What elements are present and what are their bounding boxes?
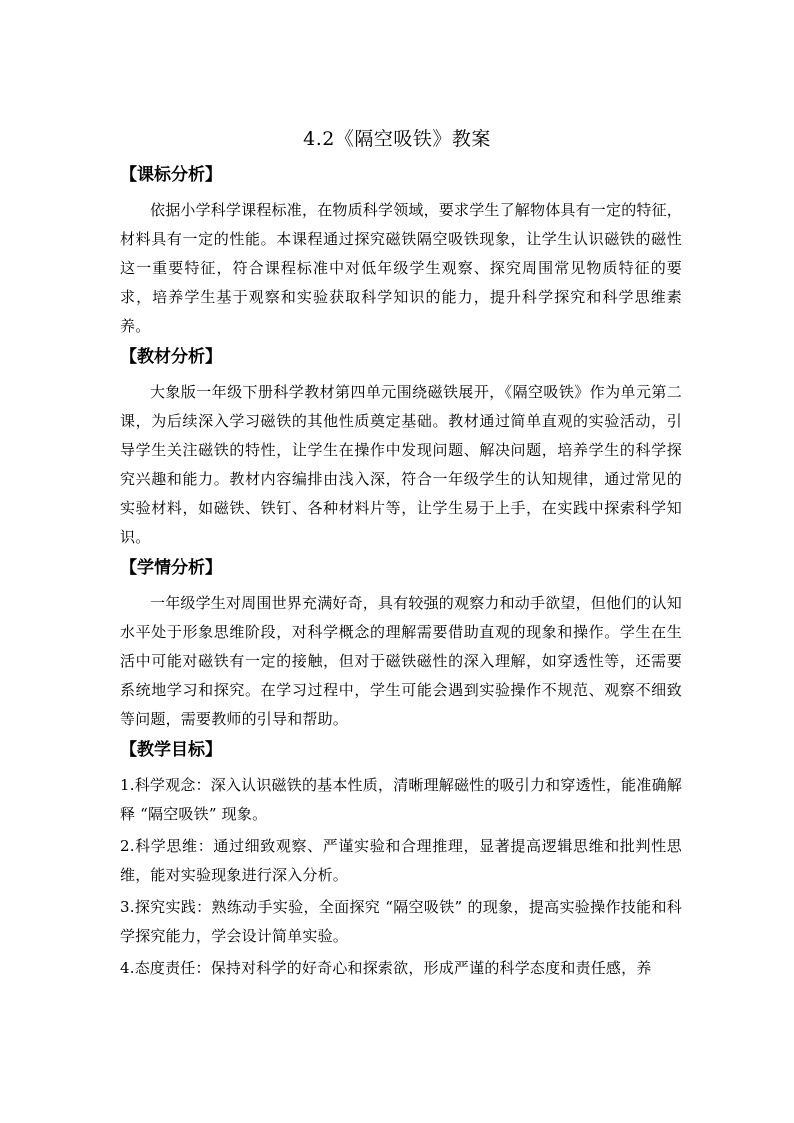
objective-item: 3.探究实践：熟练动手实验，全面探究 “隔空吸铁” 的现象，提高实验操作技能和科学探究能力，学会设计简单实验。 [120,898,682,945]
section-heading: 【教材分析】 [120,347,222,367]
section-learner-analysis [120,555,682,734]
document-body [120,162,682,986]
objective-item: 4.态度责任：保持对科学的好奇心和探索欲，形成严谨的科学态度和责任感，养 [120,959,652,977]
section-curriculum-analysis [120,162,682,341]
section-paragraph: 依据小学科学课程标准，在物质科学领域，要求学生了解物体具有一定的特征，材料具有一定的性能。本课程通过探究磁铁隔空吸铁现象，让学生认识磁铁的磁性这一重要特征，符合课程标准中对低年级学生观察、探究周围常见物质特征的要求，培养学生基于观察和实验获取科学知识的能力，提升科学探究和科学思维素养。 [120,201,683,335]
section-heading: 【学情分析】 [120,558,222,578]
section-paragraph: 一年级学生对周围世界充满好奇，具有较强的观察力和动手欲望，但他们的认知水平处于形象思维阶段，对科学概念的理解需要借助直观的现象和操作。学生在生活中可能对磁铁有一定的接触，但对于磁铁磁性的深入理解，如穿透性等，还需要系统地学习和探究。在学习过程中，学生可能会遇到实验操作不规范、观察不细致等问题，需要教师的引导和帮助。 [120,594,683,728]
document-title: 4.2《隔空吸铁》教案 [303,128,491,150]
section-teaching-objectives [120,737,682,983]
section-heading: 【课标分析】 [120,165,222,185]
objective-item: 1.科学观念：深入认识磁铁的基本性质，清晰理解磁性的吸引力和穿透性，能准确解释 “隔空吸铁” 现象。 [120,776,682,823]
section-textbook-analysis [120,344,682,552]
section-heading: 【教学目标】 [120,740,222,760]
section-paragraph: 大象版一年级下册科学教材第四单元围绕磁铁展开，《隔空吸铁》作为单元第二课，为后续深入学习磁铁的其他性质奠定基础。教材通过简单直观的实验活动，引导学生关注磁铁的特性，让学生在操作中发现问题、解决问题，培养学生的科学探究兴趣和能力。教材内容编排由浅入深，符合一年级学生的认知规律，通过常见的实验材料，如磁铁、铁钉、各种材料片等，让学生易于上手，在实践中探索科学知识。 [120,383,682,546]
objective-item: 2.科学思维：通过细致观察、严谨实验和合理推理，显著提高逻辑思维和批判性思维，能对实验现象进行深入分析。 [120,837,682,884]
